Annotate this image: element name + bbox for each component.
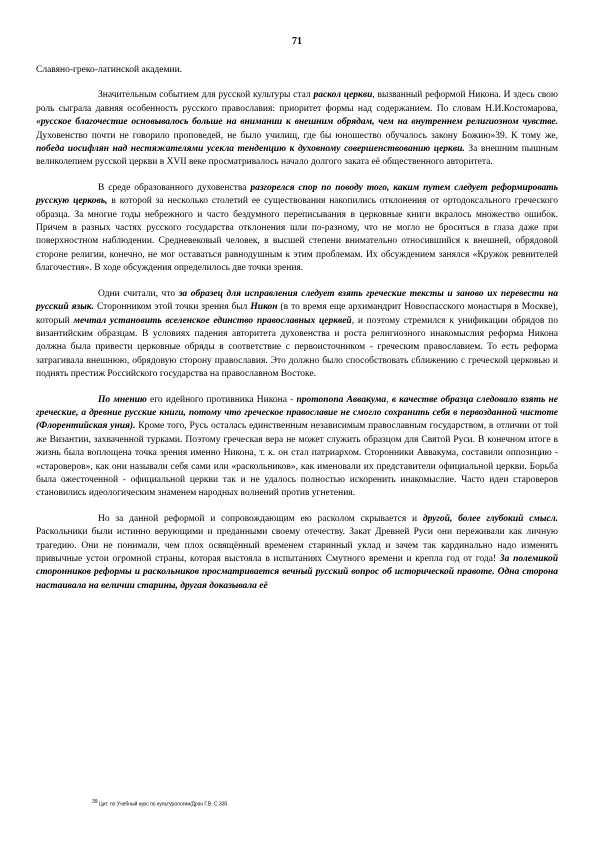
paragraph-1: [36, 89, 558, 169]
document-body: [36, 64, 558, 593]
emphasis-text: Никон: [250, 302, 278, 313]
body-text: Одни считали, что: [98, 288, 179, 299]
footnote-text: Цит. по:Учебный курс по культурологии/Драч Г.В. С.330.: [97, 801, 229, 808]
emphasis-text: «русское благочестие основывалось больше на внимании к внешним обрядам, чем на внутреннем религиозном чувстве.: [36, 117, 558, 128]
emphasis-text: за образец для исправления следует взять греческие тексты и заново их перевести на русский язык.: [36, 288, 558, 313]
body-text: Кроме того, Русь осталась единственным независимым православным государством, в отличии от той же Византии, захваченной турками. Поэтому греческая вера не может служить образцом для Святой Руси. В конечном итоге в жизнь была воплощена точка зрения именно Никона, т. к. он стал патриархом. Сторонники Аввакума, составили оппозицию - «староверов», как они называли себя сами или «раскольников», как именовали их представители официальной церкви. Борьба была ожесточенной - официальной церкви так и не удалось полностью искоренить инакомыслие. Часто идеи староверов становились идеологическим знаменем народных волнений против угнетения.: [36, 421, 558, 499]
emphasis-text: мечтал установить вселенское единство православных церквей: [73, 315, 352, 326]
emphasis-text: За полемикой сторонников реформы и раскольников просматривается вечный русский вопрос об исторической правоте. Одна сторона настаивала на величии старины, другая доказывала её: [36, 554, 559, 591]
emphasis-text: победа иосифлян над нестяжателями усекла тенденцию к духовному совершенствованию церкви.: [36, 144, 465, 155]
page-number: 71: [292, 36, 302, 47]
emphasis-text: раскол церкви: [313, 90, 373, 101]
body-text: Сторонником этой точки зрения был: [94, 302, 251, 313]
emphasis-text: в качестве образца следовало взять не греческие, а древние русские книги, потому что греческое православие не смогло сохранить себя в первозданной чистоте (Флорентийская уния).: [36, 394, 558, 432]
body-text: Но за данной реформой и сопровождающим ею расколом скрывается и: [98, 513, 423, 524]
emphasis-text: протопопа Аввакума: [296, 394, 387, 405]
body-text: его идейного противника Никона -: [146, 394, 297, 405]
footnote: [92, 799, 229, 809]
emphasis-text: другой, более глубокий смысл.: [422, 513, 558, 524]
body-text: За внешним пышным великолепием русской церкви в XVII веке просматривалось начало долгого заката её общественного авторитета.: [36, 144, 558, 168]
body-text: ,: [386, 394, 392, 405]
emphasis-text: разгорелся спор по поводу того, каким путем следует реформировать русскую церковь,: [36, 182, 558, 207]
paragraph-4: [36, 394, 558, 501]
body-text: в которой за несколько столетий ее существования накопились отклонения от ортодоксального греческого образца. За многие годы небрежного и часто бездумного переписывания в церковные книги вкралось множество ошибок. Причем в разных частях русского государства отклонения шли по-разному, что не могло не броситься в глаза даже при поверхностном наблюдении. Средневековый человек, в высшей степени внимательно относившийся к внешней, обрядовой стороне религии, конечно, не мог оставаться равнодушным к этим проблемам. Их обсуждением занялся «Кружок ревнителей благочестия». В ходе обсуждения определилось две точки зрения.: [36, 196, 559, 274]
footnote-marker: 39: [92, 799, 98, 805]
body-text: Духовенство почти не говорило проповедей, не было училищ, где бы юношество обучалось закону Божию»39. К тому же,: [36, 130, 558, 141]
paragraph-3: [36, 288, 558, 382]
body-text: В среде образованного духовенства: [98, 182, 251, 193]
paragraph-5: [36, 513, 558, 593]
emphasis-text: По мнению: [98, 394, 147, 405]
body-text: , вызванный реформой Никона. И здесь свою роль сыграла давняя особенность русского православия: приоритет формы над содержанием. По словам Н.И.Костомарова,: [36, 90, 558, 114]
body-text: Раскольники были истинно верующими и преданными своему отечеству. Закат Древней Руси они переживали как личную трагедию. Они не понимали, чем плох освящённый временем старинный уклад и зачем так кардинально надо изменять привычные устои огромной страны, которая выстояла в испытаниях Смутного времени и крепла год от года!: [36, 527, 558, 564]
body-text: (в то время еще архимандрит Новоспасского монастыря в Москве), который: [36, 302, 558, 326]
paragraph-0: [36, 64, 558, 77]
body-text: , и поэтому стремился к унификации обрядов по византийским образцам. В условиях падения авторитета духовенства и роста религиозного инакомыслия реформа Никона должна была привести церковные обряды в соответствие с первоисточником - греческим православием. То есть реформа затрагивала внешнюю, обрядовую сторону православия. Это должно было способствовать сближению с греческой церковью и поднять престиж Российского государства на православном Востоке.: [36, 315, 558, 380]
paragraph-2: [36, 182, 558, 276]
body-text: Значительным событием для русской культуры стал: [98, 90, 314, 101]
body-text: Славяно-греко-латинской академии.: [36, 65, 183, 75]
